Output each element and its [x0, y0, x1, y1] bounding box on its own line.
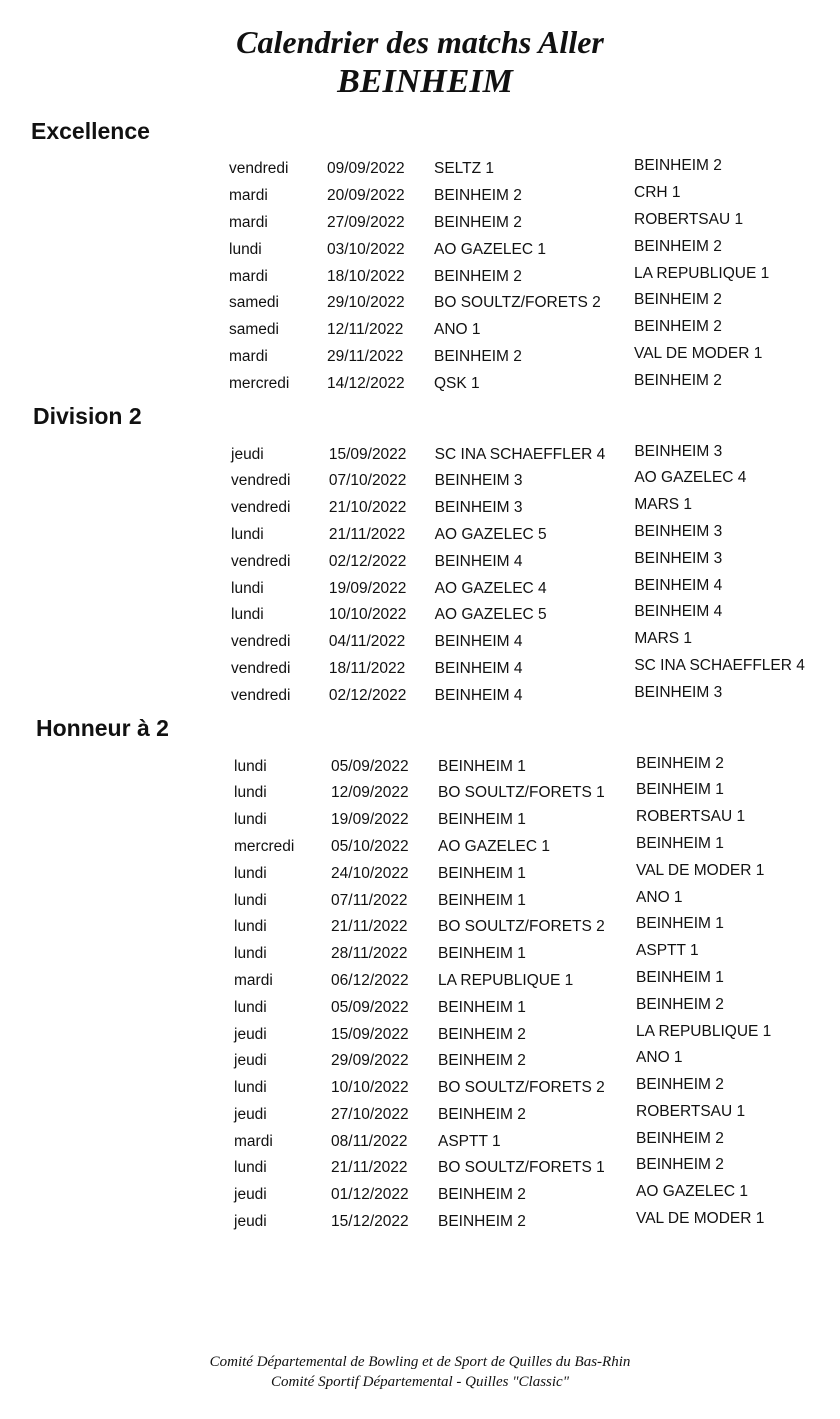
away-team: BEINHEIM 2 [636, 995, 724, 1013]
match-row [0, 548, 840, 575]
match-day: lundi [234, 998, 267, 1016]
match-date: 27/09/2022 [327, 213, 405, 231]
match-date: 18/11/2022 [328, 659, 406, 677]
club-name: BEINHEIM [337, 63, 513, 100]
home-team: BEINHEIM 1 [437, 811, 526, 829]
match-row [0, 656, 840, 683]
match-date: 14/12/2022 [327, 374, 405, 392]
home-team: BO SOULTZ/FORETS 1 [437, 784, 605, 802]
match-row [0, 468, 840, 495]
match-day: jeudi [234, 1052, 267, 1070]
away-team: MARS 1 [634, 496, 693, 514]
away-team: ANO 1 [636, 888, 683, 906]
footer-line-1: Comité Départemental de Bowling et de Sport de Quilles du Bas-Rhin [209, 1354, 631, 1370]
match-date: 02/12/2022 [328, 552, 407, 570]
match-row [0, 290, 840, 317]
home-team: BEINHEIM 1 [437, 891, 526, 909]
away-team: BEINHEIM 2 [634, 157, 722, 175]
away-team: BEINHEIM 2 [634, 318, 722, 336]
match-row [0, 263, 840, 290]
home-team: BO SOULTZ/FORETS 1 [437, 1159, 605, 1177]
away-team: VAL DE MODER 1 [636, 1210, 765, 1228]
match-row [0, 236, 840, 263]
match-day: mardi [234, 1132, 273, 1150]
home-team: BEINHEIM 2 [434, 347, 522, 365]
away-team: ROBERTSAU 1 [636, 1102, 746, 1120]
match-row [0, 629, 840, 656]
match-day: vendredi [229, 160, 289, 178]
page-title: Calendrier des matchs Aller [236, 24, 604, 60]
match-date: 24/10/2022 [331, 864, 409, 882]
home-team: LA REPUBLIQUE 1 [437, 971, 574, 989]
home-team: BEINHEIM 4 [434, 686, 523, 704]
match-row [0, 968, 840, 995]
match-day: mercredi [229, 374, 290, 392]
match-day: mardi [229, 347, 268, 365]
away-team: VAL DE MODER 1 [636, 861, 765, 879]
match-date: 15/09/2022 [331, 1025, 409, 1043]
match-date: 07/11/2022 [331, 891, 408, 909]
home-team: BEINHEIM 1 [437, 945, 526, 963]
home-team: SELTZ 1 [434, 160, 495, 178]
match-date: 12/09/2022 [331, 784, 409, 802]
home-team: BEINHEIM 4 [434, 659, 523, 677]
away-team: BEINHEIM 1 [636, 781, 724, 799]
away-team: BEINHEIM 2 [636, 754, 724, 772]
away-team: BEINHEIM 3 [634, 522, 723, 540]
match-day: vendredi [231, 633, 291, 651]
match-day: lundi [234, 891, 267, 909]
match-row [0, 1128, 840, 1155]
match-date: 10/10/2022 [328, 606, 407, 624]
home-team: AO GAZELEC 1 [437, 837, 550, 855]
match-day: vendredi [231, 686, 291, 704]
match-date: 21/10/2022 [328, 499, 407, 517]
match-row [0, 682, 840, 709]
home-team: BEINHEIM 2 [434, 213, 522, 231]
match-row [0, 183, 840, 210]
match-date: 05/09/2022 [331, 757, 409, 775]
match-date: 05/09/2022 [331, 998, 409, 1016]
match-day: mercredi [234, 837, 295, 855]
away-team: SC INA SCHAEFFLER 4 [634, 656, 805, 674]
match-date: 29/09/2022 [331, 1052, 409, 1070]
home-team: BEINHEIM 1 [437, 757, 526, 775]
section-division-2 [0, 401, 840, 709]
match-day: jeudi [234, 1186, 267, 1204]
match-date: 09/09/2022 [327, 160, 405, 178]
section-heading: Excellence [31, 118, 150, 144]
match-date: 10/10/2022 [331, 1079, 409, 1097]
home-team: AO GAZELEC 5 [434, 525, 547, 543]
match-day: mardi [229, 187, 268, 205]
home-team: BEINHEIM 2 [437, 1025, 526, 1043]
away-team: BEINHEIM 3 [634, 442, 723, 460]
match-date: 19/09/2022 [328, 579, 407, 597]
away-team: BEINHEIM 2 [634, 291, 722, 309]
home-team: QSK 1 [434, 374, 480, 392]
away-team: BEINHEIM 4 [634, 603, 723, 621]
match-day: lundi [231, 606, 264, 624]
match-row [0, 1021, 840, 1048]
match-day: lundi [234, 784, 267, 802]
match-row [0, 1155, 840, 1182]
home-team: AO GAZELEC 1 [434, 240, 546, 258]
match-date: 03/10/2022 [327, 240, 405, 258]
away-team: BEINHEIM 1 [636, 968, 724, 986]
match-date: 04/11/2022 [328, 633, 406, 651]
match-date: 18/10/2022 [327, 267, 405, 285]
match-list [0, 156, 840, 397]
match-date: 07/10/2022 [328, 472, 407, 490]
match-row [0, 1102, 840, 1129]
home-team: BO SOULTZ/FORETS 2 [437, 918, 605, 936]
title-block [0, 0, 840, 102]
footer [0, 1352, 840, 1392]
match-date: 21/11/2022 [331, 918, 408, 936]
match-date: 28/11/2022 [331, 945, 408, 963]
match-day: samedi [229, 321, 279, 339]
match-row [0, 495, 840, 522]
match-date: 29/10/2022 [327, 294, 405, 312]
match-day: lundi [231, 525, 264, 543]
match-row [0, 522, 840, 549]
home-team: ANO 1 [434, 321, 481, 339]
match-day: lundi [234, 811, 267, 829]
match-date: 06/12/2022 [331, 971, 409, 989]
away-team: BEINHEIM 2 [634, 237, 722, 255]
match-date: 29/11/2022 [327, 347, 404, 365]
home-team: BEINHEIM 1 [437, 998, 526, 1016]
away-team: BEINHEIM 1 [636, 834, 724, 852]
match-row [0, 370, 840, 397]
match-day: jeudi [234, 1025, 267, 1043]
away-team: BEINHEIM 3 [634, 683, 723, 701]
match-date: 27/10/2022 [331, 1105, 409, 1123]
home-team: BEINHEIM 2 [437, 1186, 526, 1204]
match-row [0, 887, 840, 914]
match-date: 02/12/2022 [328, 686, 407, 704]
match-day: lundi [234, 918, 267, 936]
match-row [0, 602, 840, 629]
away-team: LA REPUBLIQUE 1 [636, 1022, 772, 1040]
away-team: VAL DE MODER 1 [634, 344, 763, 362]
home-team: AO GAZELEC 5 [434, 606, 547, 624]
match-row [0, 1075, 840, 1102]
away-team: CRH 1 [634, 184, 681, 202]
away-team: ANO 1 [636, 1049, 683, 1067]
home-team: BEINHEIM 1 [437, 864, 526, 882]
home-team: BEINHEIM 2 [434, 187, 522, 205]
home-team: BEINHEIM 2 [434, 267, 522, 285]
match-date: 21/11/2022 [328, 525, 406, 543]
match-date: 15/12/2022 [331, 1213, 409, 1231]
home-team: BEINHEIM 4 [434, 633, 523, 651]
match-day: lundi [234, 945, 267, 963]
match-row [0, 834, 840, 861]
match-day: lundi [234, 757, 267, 775]
match-date: 20/09/2022 [327, 187, 405, 205]
match-row [0, 780, 840, 807]
match-day: mardi [229, 267, 268, 285]
home-team: BEINHEIM 2 [437, 1213, 526, 1231]
match-date: 19/09/2022 [331, 811, 409, 829]
away-team: AO GAZELEC 4 [634, 469, 747, 487]
home-team: BO SOULTZ/FORETS 2 [434, 294, 601, 312]
match-date: 12/11/2022 [327, 321, 404, 339]
match-row [0, 441, 840, 468]
away-team: MARS 1 [634, 630, 693, 648]
match-day: vendredi [231, 659, 291, 677]
match-row [0, 753, 840, 780]
match-row [0, 994, 840, 1021]
home-team: BEINHEIM 4 [434, 552, 523, 570]
match-row [0, 807, 840, 834]
away-team: AO GAZELEC 1 [636, 1183, 749, 1201]
footer-line-2: Comité Sportif Départemental - Quilles "Classic" [271, 1374, 569, 1390]
away-team: BEINHEIM 2 [634, 371, 722, 389]
match-day: lundi [229, 240, 262, 258]
section-excellence [0, 116, 840, 397]
match-date: 08/11/2022 [331, 1132, 408, 1150]
match-day: samedi [229, 294, 279, 312]
match-row [0, 575, 840, 602]
match-row [0, 1209, 840, 1236]
match-row [0, 1182, 840, 1209]
match-day: mardi [234, 971, 273, 989]
match-day: vendredi [231, 499, 291, 517]
match-day: jeudi [234, 1213, 267, 1231]
away-team: BEINHEIM 1 [636, 915, 724, 933]
match-row [0, 156, 840, 183]
home-team: BO SOULTZ/FORETS 2 [437, 1079, 605, 1097]
match-day: vendredi [231, 472, 291, 490]
match-list [0, 441, 840, 709]
match-day: lundi [234, 1159, 267, 1177]
match-day: lundi [234, 864, 267, 882]
home-team: SC INA SCHAEFFLER 4 [434, 445, 606, 463]
match-date: 21/11/2022 [331, 1159, 408, 1177]
match-row [0, 860, 840, 887]
away-team: LA REPUBLIQUE 1 [634, 264, 770, 282]
match-day: lundi [234, 1079, 267, 1097]
away-team: BEINHEIM 3 [634, 549, 723, 567]
away-team: ROBERTSAU 1 [636, 808, 746, 826]
match-day: vendredi [231, 552, 291, 570]
away-team: BEINHEIM 4 [634, 576, 723, 594]
away-team: ROBERTSAU 1 [634, 210, 744, 228]
away-team: ASPTT 1 [636, 942, 699, 960]
match-day: mardi [229, 213, 268, 231]
match-row [0, 344, 840, 371]
match-row [0, 914, 840, 941]
match-row [0, 941, 840, 968]
section-heading: Division 2 [33, 403, 142, 430]
match-date: 05/10/2022 [331, 837, 409, 855]
match-list [0, 753, 840, 1235]
home-team: BEINHEIM 2 [437, 1052, 526, 1070]
match-day: jeudi [234, 1105, 267, 1123]
section-honneur-a-2 [0, 713, 840, 1235]
match-date: 15/09/2022 [328, 445, 407, 463]
away-team: BEINHEIM 2 [636, 1076, 724, 1094]
home-team: AO GAZELEC 4 [434, 579, 547, 597]
home-team: ASPTT 1 [437, 1132, 501, 1150]
match-day: jeudi [231, 445, 264, 463]
home-team: BEINHEIM 3 [434, 472, 523, 490]
match-date: 01/12/2022 [331, 1186, 409, 1204]
match-row [0, 1048, 840, 1075]
home-team: BEINHEIM 2 [437, 1105, 526, 1123]
match-row [0, 317, 840, 344]
home-team: BEINHEIM 3 [434, 499, 523, 517]
away-team: BEINHEIM 2 [636, 1156, 724, 1174]
match-day: lundi [231, 579, 264, 597]
section-heading: Honneur à 2 [36, 715, 169, 742]
match-row [0, 210, 840, 237]
away-team: BEINHEIM 2 [636, 1129, 724, 1147]
